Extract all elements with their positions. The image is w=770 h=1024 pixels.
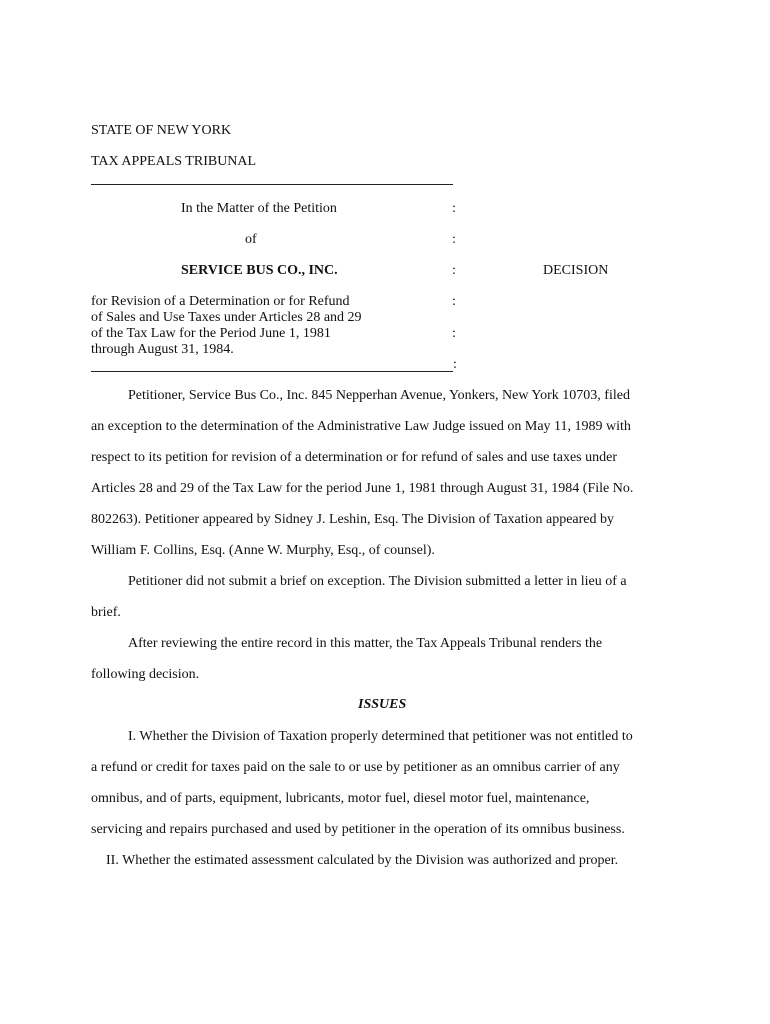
caption-colon: : — [453, 357, 457, 372]
issue-line: II. Whether the estimated assessment calculated by the Division was authorized and proper. — [106, 853, 619, 868]
issue-line: servicing and repairs purchased and used by petitioner in the operation of its omnibus business. — [91, 822, 625, 837]
matter-line: In the Matter of the Petition — [181, 201, 337, 216]
of-line: of — [245, 232, 257, 247]
state-heading: STATE OF NEW YORK — [91, 123, 232, 138]
issues-heading: ISSUES — [358, 697, 407, 712]
decision-label: DECISION — [543, 263, 609, 278]
caption-bottom-rule — [91, 371, 453, 372]
body-line: William F. Collins, Esq. (Anne W. Murphy, Esq., of counsel). — [91, 543, 435, 558]
issue-line: a refund or credit for taxes paid on the sale to or use by petitioner as an omnibus carrier of any — [91, 760, 620, 775]
body-line: Petitioner, Service Bus Co., Inc. 845 Nepperhan Avenue, Yonkers, New York 10703, filed — [128, 388, 630, 403]
body-line: brief. — [91, 605, 121, 620]
body-line: following decision. — [91, 667, 200, 682]
caption-colon: : — [452, 201, 456, 216]
caption-top-rule — [91, 184, 453, 185]
body-line: After reviewing the entire record in this matter, the Tax Appeals Tribunal renders the — [128, 636, 603, 651]
issue-line: omnibus, and of parts, equipment, lubricants, motor fuel, diesel motor fuel, maintenance, — [91, 791, 590, 806]
caption-colon: : — [452, 326, 456, 341]
caption-colon: : — [452, 294, 456, 309]
caption-colon: : — [452, 232, 456, 247]
issue-line: I. Whether the Division of Taxation properly determined that petitioner was not entitled to — [128, 729, 633, 744]
purpose-line: of Sales and Use Taxes under Articles 28 and 29 — [91, 310, 362, 325]
body-line: Articles 28 and 29 of the Tax Law for the period June 1, 1981 through August 31, 1984 (File No. — [91, 481, 634, 496]
body-line: 802263). Petitioner appeared by Sidney J. Leshin, Esq. The Division of Taxation appeared by — [91, 512, 615, 527]
purpose-line: through August 31, 1984. — [91, 342, 234, 357]
body-line: respect to its petition for revision of a determination or for refund of sales and use taxes under — [91, 450, 618, 465]
petitioner-name: SERVICE BUS CO., INC. — [181, 263, 338, 278]
body-line: Petitioner did not submit a brief on exception. The Division submitted a letter in lieu of a — [128, 574, 627, 589]
caption-colon: : — [452, 263, 456, 278]
body-line: an exception to the determination of the Administrative Law Judge issued on May 11, 1989 with — [91, 419, 631, 434]
tribunal-heading: TAX APPEALS TRIBUNAL — [91, 154, 257, 169]
purpose-line: of the Tax Law for the Period June 1, 1981 — [91, 326, 331, 341]
purpose-line: for Revision of a Determination or for Refund — [91, 294, 350, 309]
